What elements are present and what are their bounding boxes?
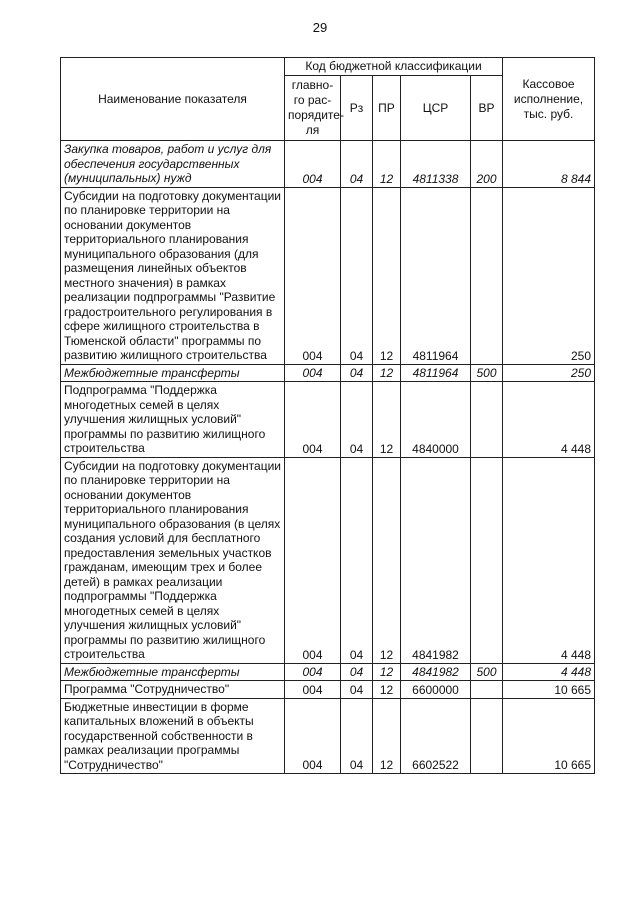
row-vr — [471, 382, 503, 458]
row-csr: 4811964 — [401, 364, 471, 382]
row-vr: 500 — [471, 663, 503, 681]
row-amount: 4 448 — [503, 382, 595, 458]
row-csr: 6602522 — [401, 698, 471, 774]
row-grbs: 004 — [285, 141, 341, 188]
header-budget-classification-code: Код бюджетной классификации — [285, 58, 503, 76]
header-rz: Рз — [341, 76, 373, 141]
row-grbs: 004 — [285, 457, 341, 663]
row-pr: 12 — [373, 663, 401, 681]
row-csr: 4841982 — [401, 457, 471, 663]
table-row — [61, 663, 595, 681]
row-pr: 12 — [373, 698, 401, 774]
row-vr: 500 — [471, 364, 503, 382]
row-name: Межбюджетные трансферты — [61, 663, 285, 681]
header-csr: ЦСР — [401, 76, 471, 141]
row-name: Субсидии на подготовку документации по планировке территории на основании документов территориального планирования муниципального образования (для размещения линейных объектов местного значения) в рамках реализации подпрограммы "Развитие градостроительного регулирования в сфере жилищного строительства в Тюменской области" программы по развитию жилищного строительства — [61, 187, 285, 364]
row-amount: 4 448 — [503, 663, 595, 681]
row-name: Субсидии на подготовку документации по планировке территории на основании документов территориального планирования муниципального образования (в целях создания условий для бесплатного предоставления земельных участков гражданам, имеющим трех и более детей) в рамках реализации подпрограммы "Поддержка многодетных семей в целях улучшения жилищных условий" программы по развитию жилищного строительства — [61, 457, 285, 663]
header-cash-execution: Кассовое исполнение, тыс. руб. — [503, 58, 595, 141]
row-pr: 12 — [373, 364, 401, 382]
row-vr — [471, 698, 503, 774]
table-row — [61, 141, 595, 188]
header-indicator-name: Наименование показателя — [61, 58, 285, 141]
row-grbs: 004 — [285, 698, 341, 774]
table-row — [61, 681, 595, 699]
row-amount: 10 665 — [503, 681, 595, 699]
table-row — [61, 382, 595, 458]
header-pr: ПР — [373, 76, 401, 141]
row-rz: 04 — [341, 382, 373, 458]
header-main-administrator: главно-го рас-порядите-ля — [285, 76, 341, 141]
row-vr — [471, 187, 503, 364]
row-name: Подпрограмма "Поддержка многодетных семей в целях улучшения жилищных условий" программы по развитию жилищного строительства — [61, 382, 285, 458]
row-rz: 04 — [341, 364, 373, 382]
row-amount: 8 844 — [503, 141, 595, 188]
row-rz: 04 — [341, 681, 373, 699]
row-pr: 12 — [373, 187, 401, 364]
row-vr — [471, 457, 503, 663]
row-rz: 04 — [341, 141, 373, 188]
row-rz: 04 — [341, 663, 373, 681]
row-rz: 04 — [341, 187, 373, 364]
row-vr: 200 — [471, 141, 503, 188]
row-name: Программа "Сотрудничество" — [61, 681, 285, 699]
row-grbs: 004 — [285, 187, 341, 364]
row-grbs: 004 — [285, 364, 341, 382]
row-rz: 04 — [341, 457, 373, 663]
row-grbs: 004 — [285, 382, 341, 458]
row-pr: 12 — [373, 681, 401, 699]
budget-execution-table — [60, 57, 595, 774]
row-pr: 12 — [373, 457, 401, 663]
page-number: 29 — [312, 20, 328, 35]
row-csr: 4811964 — [401, 187, 471, 364]
row-vr — [471, 681, 503, 699]
row-name: Бюджетные инвестиции в форме капитальных вложений в объекты государственной собственности в рамках реализации программы "Сотрудничество" — [61, 698, 285, 774]
row-amount: 250 — [503, 187, 595, 364]
table-row — [61, 698, 595, 774]
table-row — [61, 187, 595, 364]
row-amount: 10 665 — [503, 698, 595, 774]
table-row — [61, 364, 595, 382]
row-csr: 4840000 — [401, 382, 471, 458]
table-row — [61, 457, 595, 663]
row-grbs: 004 — [285, 681, 341, 699]
header-row-1 — [61, 58, 595, 76]
row-csr: 4811338 — [401, 141, 471, 188]
row-rz: 04 — [341, 698, 373, 774]
row-csr: 6600000 — [401, 681, 471, 699]
row-pr: 12 — [373, 382, 401, 458]
row-name: Закупка товаров, работ и услуг для обеспечения государственных (муниципальных) нужд — [61, 141, 285, 188]
row-amount: 250 — [503, 364, 595, 382]
row-pr: 12 — [373, 141, 401, 188]
header-vr: ВР — [471, 76, 503, 141]
row-csr: 4841982 — [401, 663, 471, 681]
row-amount: 4 448 — [503, 457, 595, 663]
row-name: Межбюджетные трансферты — [61, 364, 285, 382]
row-grbs: 004 — [285, 663, 341, 681]
